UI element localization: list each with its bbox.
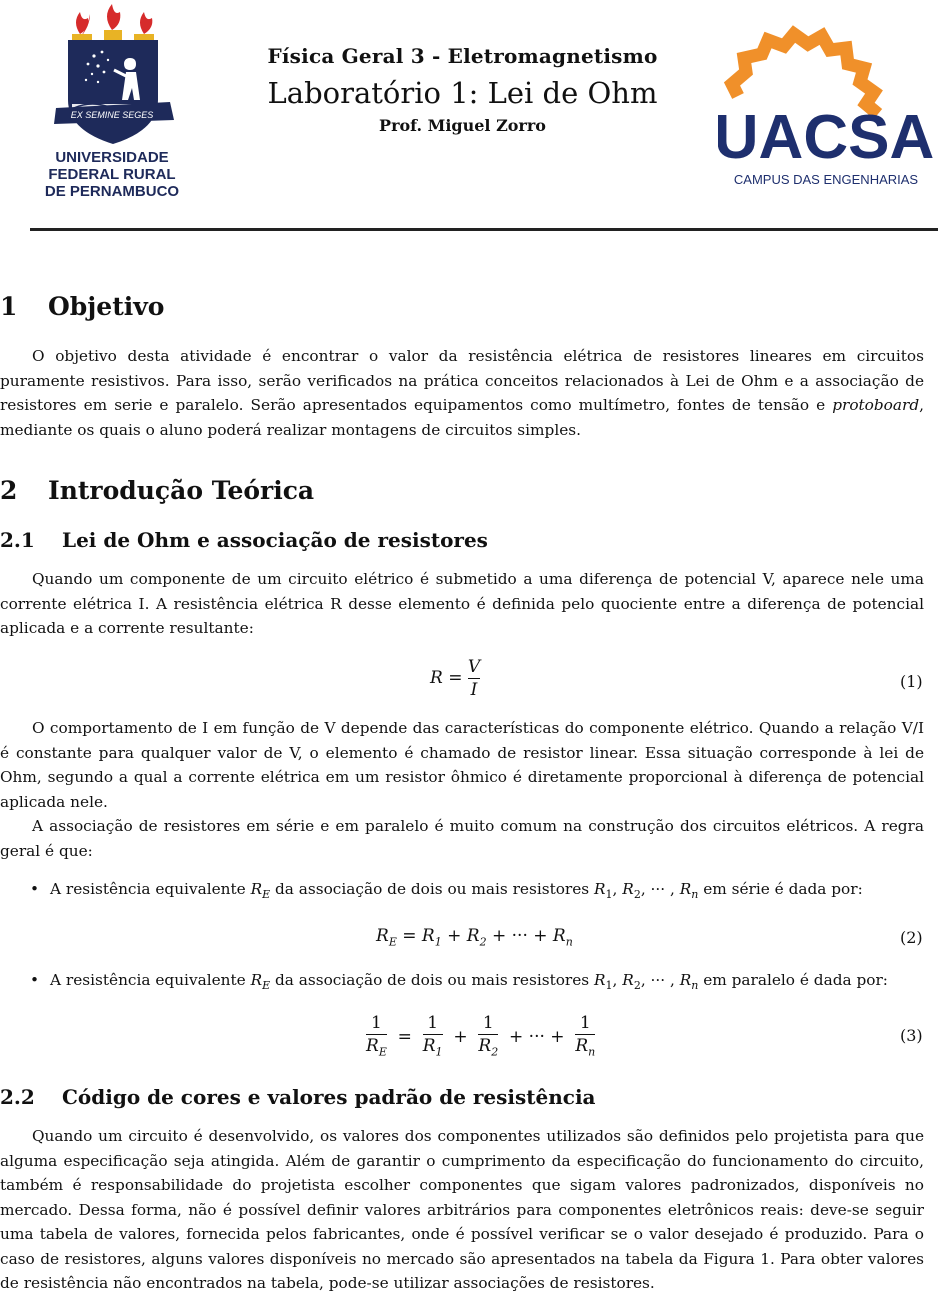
header-titles (200, 44, 725, 135)
rule-list (30, 877, 924, 908)
header-divider (30, 228, 938, 231)
svg-text:UNIVERSIDADE: UNIVERSIDADE (55, 149, 169, 166)
equation-1: R = $\frac{V}{I}$ (430, 657, 481, 700)
equation-1-label: (1) (900, 672, 923, 691)
section-1-body (0, 344, 924, 442)
uacsa-logo (718, 10, 936, 188)
subsection-2-1-heading: 2.1 Lei de Ohm e associação de resistores (0, 528, 488, 552)
subsection-2-1-p2: O comportamento de I em função de V depende das características do componente elétrico. Quando a relação V/I é constante para qualquer valor de V, o elemento é chamado de resistor linear. Essa situação corresponde à lei de Ohm, segundo a qual a corrente elétrica em um resistor ôhmico é diretamente proporcional à diferença de potencial aplicada nele. A associação de resistores em série e em paralelo é muito comum na construção dos circuitos elétricos. A regra geral é que: (0, 719, 924, 860)
gear-icon (718, 10, 936, 188)
svg-text:CAMPUS DAS ENGENHARIAS: CAMPUS DAS ENGENHARIAS (733, 172, 919, 187)
subsection-2-1-p1: Quando um componente de um circuito elétrico é submetido a uma diferença de potencial V, aparece nele uma corrente elétrica I. A resistência elétrica R desse elemento é definida pelo quociente entre a diferença de potencial aplicada e a corrente resultante: (0, 570, 924, 637)
torch-icon (72, 4, 154, 41)
svg-text:UACSA: UACSA (718, 103, 935, 172)
equation-3: $\frac{1}{R_E}$ = $\frac{1}{R_1}$ + $\frac{1}{R_2}$ + ··· + $\frac{1}{R_n}$ (366, 1013, 596, 1059)
section-2-heading: 2 Introdução Teórica (0, 476, 315, 505)
equation-2-label: (2) (900, 928, 923, 947)
list-item: • A resistência equivalente $R_E$ da associação de dois ou mais resistores $R_1$, $R_2$, ··· , $R_n$ em série é dada por: (30, 880, 863, 902)
ufrpe-crest-icon (32, 4, 192, 200)
objective-paragraph: O objetivo desta atividade é encontrar o valor da resistência elétrica de resistores lineares em circuitos puramente resistivos. Para isso, serão verificados na prática conceitos relacionados à Lei de Ohm e a associação de resistores em serie e paralelo. Serão apresentados equipamentos como multímetro, fontes de tensão e protoboard, mediante os quais o aluno poderá realizar montagens de circuitos simples. (0, 347, 924, 439)
svg-text:FEDERAL RURAL: FEDERAL RURAL (48, 166, 176, 183)
rule-list-2 (30, 968, 924, 999)
ufrpe-logo (32, 4, 192, 200)
lab-title: Laboratório 1: Lei de Ohm (267, 76, 658, 110)
equation-3-label: (3) (900, 1026, 923, 1045)
professor-name: Prof. Miguel Zorro (379, 116, 546, 135)
list-item: • A resistência equivalente $R_E$ da associação de dois ou mais resistores $R_1$, $R_2$, ··· , $R_n$ em paralelo é dada por: (30, 971, 888, 993)
svg-text:EX SEMINE SEGES: EX SEMINE SEGES (70, 110, 154, 120)
subsection-2-2-body: Quando um circuito é desenvolvido, os valores dos componentes utilizados são definidos pelo projetista para que alguma especificação seja atingida. Além de garantir o cumprimento da especificação do funcionamento do circuito, também é responsabilidade do projetista escolher componentes que sigam valores padronizados, disponíveis no mercado. Dessa forma, não é possível definir valores arbitrários para componentes eletrônicos reais: deve-se seguir uma tabela de valores, fornecida pelos fabricantes, onde é possível verificar se o valor desejado é produzido. Para o caso de resistores, alguns valores disponíveis no mercado são apresentados na tabela da Figura 1. Para obter valores de resistência não encontrados na tabela, pode-se utilizar associações de resistores. (0, 1127, 924, 1292)
section-1-heading: 1 Objetivo (0, 292, 165, 321)
svg-text:DE PERNAMBUCO: DE PERNAMBUCO (44, 183, 180, 200)
subsection-2-2-heading: 2.2 Código de cores e valores padrão de resistência (0, 1085, 596, 1109)
equation-2: $R_E = R_1 + R_2$ + ··· + $R_n$ (376, 926, 573, 949)
course-title: Física Geral 3 - Eletromagnetismo (267, 44, 658, 68)
